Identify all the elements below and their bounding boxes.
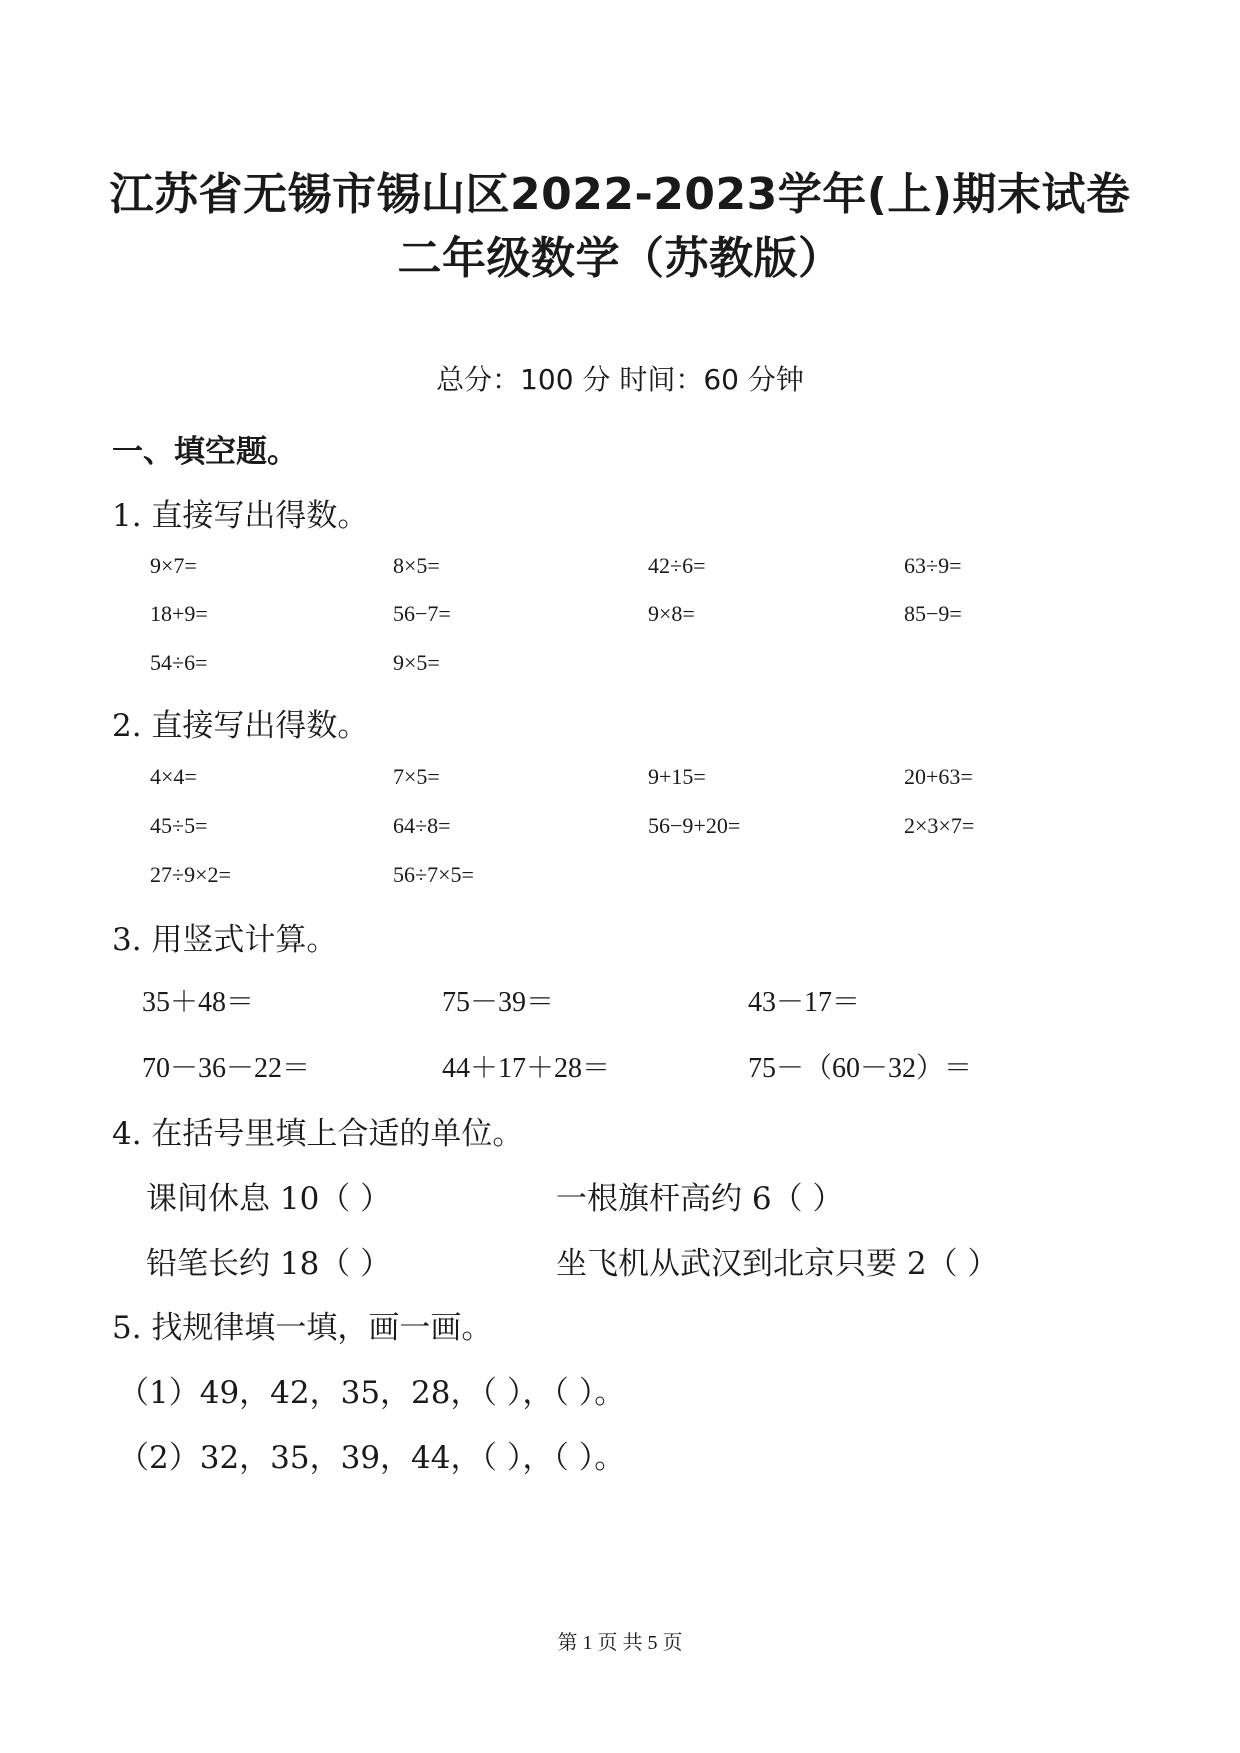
q2-item: 7×5= (393, 764, 440, 789)
section-heading-fill-blank: 一、填空题。 (112, 434, 298, 470)
q1-item: 56−7= (393, 601, 451, 626)
q3-item: 75－（60－32）＝ (748, 1053, 973, 1084)
q2-item: 56−9+20= (648, 813, 741, 838)
q2-item: 27÷9×2= (150, 862, 231, 887)
q1-item: 8×5= (393, 553, 440, 578)
q3-item: 35＋48＝ (142, 987, 255, 1018)
q2-title: 2. 直接写出得数。 (112, 708, 369, 744)
q4-item: 铅笔长约 18（ ） (146, 1246, 392, 1282)
q5-title: 5. 找规律填一填，画一画。 (112, 1310, 493, 1346)
q3-item: 75－39＝ (442, 987, 555, 1018)
q3-item: 70－36－22＝ (142, 1053, 311, 1084)
q3-item: 43－17＝ (748, 987, 861, 1018)
q1-item: 9×7= (150, 553, 197, 578)
q2-item: 9+15= (648, 764, 706, 789)
page-footer: 第 1 页 共 5 页 (557, 1632, 683, 1654)
q1-item: 63÷9= (904, 553, 962, 578)
q4-title: 4. 在括号里填上合适的单位。 (112, 1116, 524, 1152)
q2-item: 2×3×7= (904, 813, 975, 838)
exam-subtitle: 二年级数学（苏教版） (397, 233, 843, 284)
q4-item: 课间休息 10（ ） (146, 1181, 392, 1217)
q2-item: 64÷8= (393, 813, 451, 838)
q2-item: 56÷7×5= (393, 862, 474, 887)
q2-item: 20+63= (904, 764, 973, 789)
q2-item: 45÷5= (150, 813, 208, 838)
q1-item: 42÷6= (648, 553, 706, 578)
q3-title: 3. 用竖式计算。 (112, 922, 338, 958)
q1-item: 9×8= (648, 601, 695, 626)
q1-item: 54÷6= (150, 650, 208, 675)
q3-item: 44＋17＋28＝ (442, 1053, 611, 1084)
q4-item: 坐飞机从武汉到北京只要 2（ ） (556, 1246, 999, 1282)
q4-item: 一根旗杆高约 6（ ） (556, 1181, 844, 1217)
q2-item: 4×4= (150, 764, 197, 789)
exam-title: 江苏省无锡市锡山区2022-2023学年(上)期末试卷 (109, 169, 1131, 220)
q1-item: 85−9= (904, 601, 962, 626)
q5-item: （1）49，42，35，28，（ ），（ ）。 (118, 1375, 626, 1411)
q5-item: （2）32，35，39，44，（ ），（ ）。 (118, 1440, 626, 1476)
q1-item: 9×5= (393, 650, 440, 675)
q1-title: 1. 直接写出得数。 (112, 498, 369, 534)
q1-item: 18+9= (150, 601, 208, 626)
exam-meta: 总分：100 分 时间：60 分钟 (436, 363, 804, 396)
